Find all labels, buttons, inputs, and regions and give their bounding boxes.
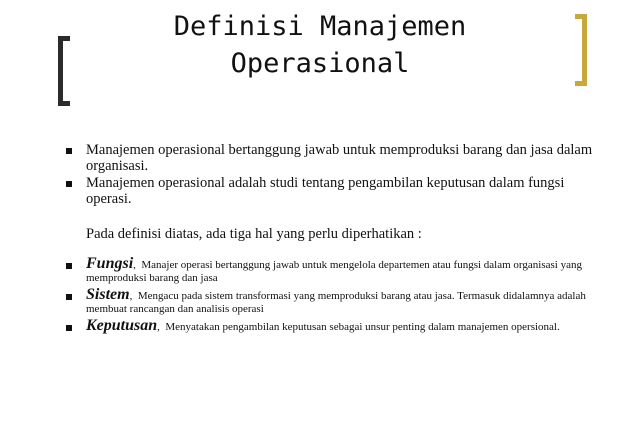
bullet-icon [66, 294, 72, 300]
definition-fungsi [86, 255, 606, 284]
point-2: Manajemen operasional adalah studi tentang pengambilan keputusan dalam fungsi operasi. [86, 175, 565, 207]
title-line-1: Definisi Manajemen [173, 11, 467, 42]
left-bracket-decoration [58, 36, 70, 106]
definition-separator: , [157, 321, 166, 333]
point-1: Manajemen operasional bertanggung jawab untuk memproduksi barang dan jasa dalam organisasi. [86, 142, 593, 174]
right-bracket-decoration [575, 14, 587, 86]
definition-term: Fungsi [86, 255, 134, 272]
definition-term: Keputusan [86, 317, 158, 334]
definition-description: Menyatakan pengambilan keputusan sebagai unsur penting dalam manajemen opersional. [165, 321, 560, 333]
bullet-icon [66, 325, 72, 331]
definition-description: Mengacu pada sistem transformasi yang memproduksi barang atau jasa. Termasuk didalamnya adalah membuat rancangan dan analisis operasi [86, 290, 586, 315]
bullet-icon [66, 148, 72, 154]
bullet-icon [66, 263, 72, 269]
title-line-2: Operasional [230, 48, 410, 79]
definition-separator: , [133, 259, 142, 271]
definition-sistem [86, 286, 606, 315]
intro-text: Pada definisi diatas, ada tiga hal yang perlu diperhatikan : [86, 226, 422, 242]
slide-title [130, 8, 510, 82]
definition-term: Sistem [86, 286, 130, 303]
definition-separator: , [129, 290, 138, 302]
definition-keputusan [86, 317, 606, 334]
definition-description: Manajer operasi bertanggung jawab untuk mengelola departemen atau fungsi dalam organisasi yang memproduksi barang dan jasa [86, 259, 582, 284]
bullet-icon [66, 181, 72, 187]
